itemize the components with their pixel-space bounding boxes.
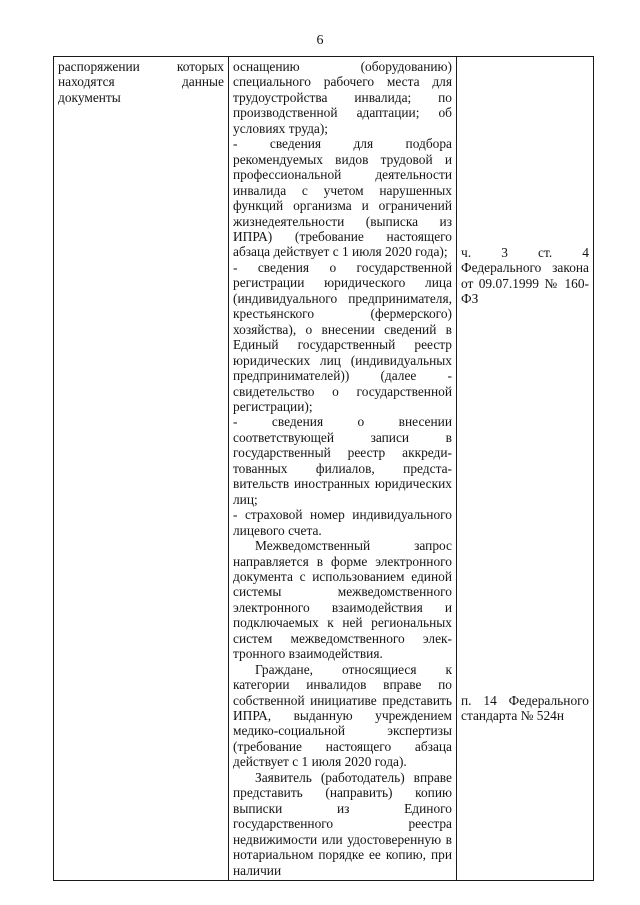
paragraph-real-estate-extract: Заявитель (работодатель) вправе представить (направить) копию выписки из Единого государственного реестра недвижимости или удостоверенную в нотариальном порядке ее копию, при наличии [233,769,452,878]
holder-text: распоряжении которых находятся данные документы [58,59,224,105]
paragraph-insurance-number: - страховой номер индивидуального лицевого счета. [233,507,452,538]
legal-basis-cell [457,57,594,881]
table-row [54,57,594,881]
legal-ref-160fz: ч. 3 ст. 4 Федерального закона от 09.07.1999 № 160-ФЗ [461,245,589,307]
holder-cell [54,57,229,881]
paragraph-branches-register: - сведения о внесении соответствующей записи в государственный реестр аккреди-тованных филиалов, предста-вительств иностранных юридических лиц; [233,414,452,507]
paragraph-disabled-citizens: Граждане, относящиеся к категории инвалидов вправе по собственной инициативе представить ИПРА, выданную учреждением медико-социальной экспертизы (требование настоящего абзаца действует с 1 июля 2020 года). [233,661,452,770]
paragraph-equipment: оснащению (оборудованию) специального рабочего места для трудоустройства инвалида; по производственной адаптации; об условиях труда); [233,59,452,136]
requirements-table [53,56,594,881]
legal-ref-standard-524n: п. 14 Федерального стандарта № 524н [461,692,589,724]
paragraph-ipra-extract: - сведения для подбора рекомендуемых видов трудовой и профессиональной деятельности инвалида с учетом нарушенных функций организма и ограничений жизнедеятельности (выписка из ИПРА) (требование настоящего абзаца действует с 1 июля 2020 года); [233,136,452,260]
page-number: 6 [316,33,324,48]
paragraph-interagency-request: Межведомственный запрос направляется в форме электронного документа с использованием единой системы межведомственного электронного взаимодействия и подключаемых к ней региональных систем межведомственного элек-тронного взаимодействия. [233,538,452,662]
documents-cell [229,57,457,881]
paragraph-state-registration: - сведения о государственной регистрации юридического лица (индивидуального предпринимателя, крестьянского (фермерского) хозяйства), о внесении сведений в Единый государственный реестр юридических лиц (индивидуальных предпринимателей)) (далее - свидетельство о государственной регистрации); [233,259,452,414]
